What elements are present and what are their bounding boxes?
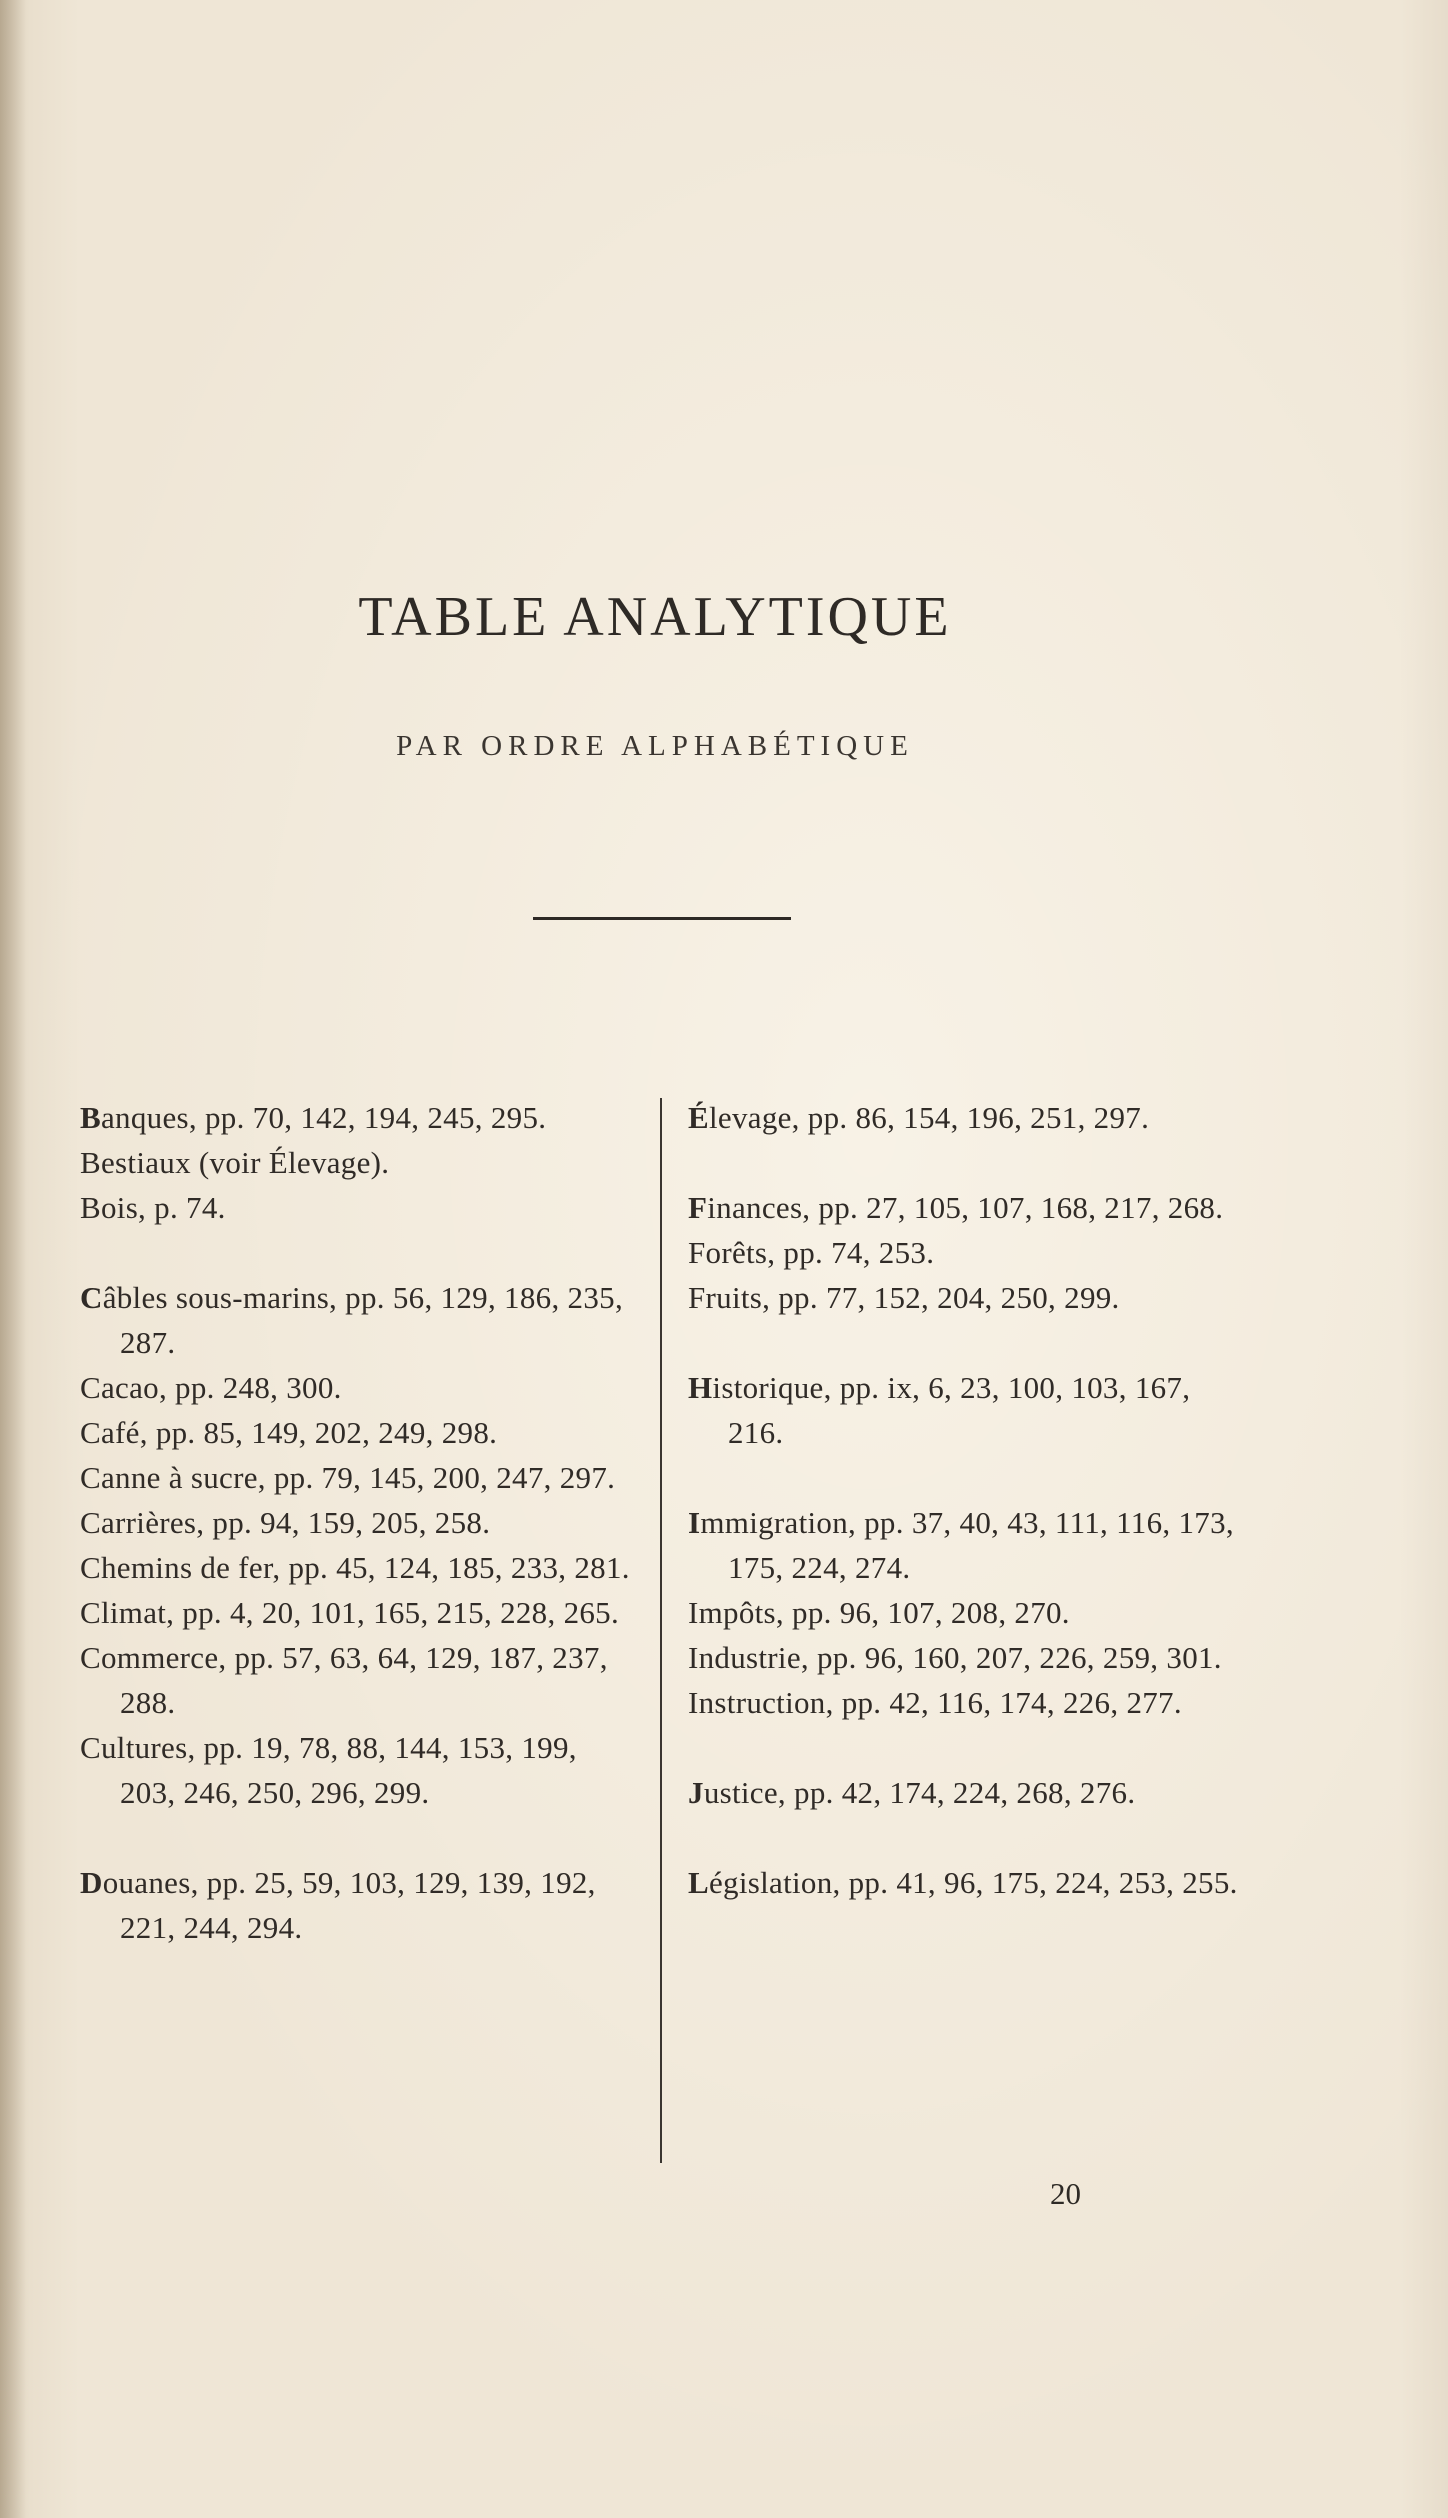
page-number: 20 bbox=[1050, 2176, 1081, 2211]
index-letter-initial: B bbox=[80, 1100, 101, 1135]
index-column-right bbox=[688, 1095, 1248, 1905]
index-entry bbox=[688, 1275, 1248, 1320]
index-letter-initial: C bbox=[80, 1280, 103, 1315]
entry-group-gap bbox=[80, 1230, 640, 1275]
index-letter-initial: F bbox=[688, 1190, 708, 1225]
index-entry bbox=[80, 1365, 640, 1410]
index-entry bbox=[80, 1590, 640, 1635]
index-entry-text: ouanes, pp. 25, 59, 103, 129, 139, 192, 221, 244, 294. bbox=[102, 1865, 596, 1945]
index-entry bbox=[80, 1635, 640, 1725]
spine-shadow bbox=[0, 0, 26, 2518]
entry-group-gap bbox=[688, 1815, 1248, 1860]
page-title: TABLE ANALYTIQUE bbox=[358, 586, 952, 648]
index-entry-text: Impôts, pp. 96, 107, 208, 270. bbox=[688, 1595, 1070, 1630]
entry-group-gap bbox=[688, 1455, 1248, 1500]
index-entry-text: Carrières, pp. 94, 159, 205, 258. bbox=[80, 1505, 491, 1540]
entry-group-gap bbox=[688, 1140, 1248, 1185]
index-entry bbox=[688, 1095, 1248, 1140]
index-entry bbox=[80, 1095, 640, 1140]
index-entry bbox=[688, 1500, 1248, 1590]
index-entry-text: Climat, pp. 4, 20, 101, 165, 215, 228, 265. bbox=[80, 1595, 620, 1630]
index-entry-text: anques, pp. 70, 142, 194, 245, 295. bbox=[100, 1100, 547, 1135]
title-rule bbox=[533, 917, 791, 920]
index-entry-text: Industrie, pp. 96, 160, 207, 226, 259, 301. bbox=[688, 1640, 1222, 1675]
index-entry bbox=[80, 1860, 640, 1950]
entry-group-gap bbox=[688, 1725, 1248, 1770]
index-entry bbox=[80, 1410, 640, 1455]
index-entry-text: inances, pp. 27, 105, 107, 168, 217, 268. bbox=[707, 1190, 1224, 1225]
index-entry-text: Forêts, pp. 74, 253. bbox=[688, 1235, 935, 1270]
index-entry-text: Instruction, pp. 42, 116, 174, 226, 277. bbox=[688, 1685, 1182, 1720]
index-entry-text: mmigration, pp. 37, 40, 43, 111, 116, 173, 175, 224, 274. bbox=[700, 1505, 1234, 1585]
index-letter-initial: D bbox=[80, 1865, 103, 1900]
index-entry-text: Cacao, pp. 248, 300. bbox=[80, 1370, 342, 1405]
index-entry bbox=[688, 1590, 1248, 1635]
index-entry bbox=[80, 1275, 640, 1365]
index-entry-text: Canne à sucre, pp. 79, 145, 200, 247, 297. bbox=[80, 1460, 616, 1495]
index-entry bbox=[80, 1455, 640, 1500]
index-entry bbox=[688, 1770, 1248, 1815]
index-entry bbox=[688, 1635, 1248, 1680]
index-entry bbox=[688, 1230, 1248, 1275]
index-entry-text: ustice, pp. 42, 174, 224, 268, 276. bbox=[703, 1775, 1136, 1810]
index-entry bbox=[80, 1500, 640, 1545]
index-entry-text: âbles sous-marins, pp. 56, 129, 186, 235, 287. bbox=[102, 1280, 624, 1360]
index-entry bbox=[80, 1140, 640, 1185]
index-entry-text: Chemins de fer, pp. 45, 124, 185, 233, 281. bbox=[80, 1550, 630, 1585]
column-divider bbox=[660, 1098, 662, 2163]
index-letter-initial: H bbox=[688, 1370, 713, 1405]
index-entry-text: Bois, p. 74. bbox=[80, 1190, 226, 1225]
index-column-left bbox=[80, 1095, 640, 1950]
index-entry bbox=[688, 1860, 1248, 1905]
index-entry-text: Bestiaux (voir Élevage). bbox=[80, 1145, 390, 1180]
index-letter-initial: É bbox=[688, 1100, 709, 1135]
index-entry-text: Fruits, pp. 77, 152, 204, 250, 299. bbox=[688, 1280, 1120, 1315]
index-letter-initial: L bbox=[688, 1865, 709, 1900]
index-entry bbox=[688, 1680, 1248, 1725]
index-letter-initial: J bbox=[688, 1775, 704, 1810]
index-entry-text: Café, pp. 85, 149, 202, 249, 298. bbox=[80, 1415, 498, 1450]
index-entry bbox=[80, 1545, 640, 1590]
index-entry-text: égislation, pp. 41, 96, 175, 224, 253, 255. bbox=[708, 1865, 1238, 1900]
index-entry bbox=[80, 1725, 640, 1815]
entry-group-gap bbox=[688, 1320, 1248, 1365]
page-subtitle: PAR ORDRE ALPHABÉTIQUE bbox=[396, 730, 914, 762]
entry-group-gap bbox=[80, 1815, 640, 1860]
index-entry bbox=[688, 1365, 1248, 1455]
index-entry-text: Cultures, pp. 19, 78, 88, 144, 153, 199, 203, 246, 250, 296, 299. bbox=[80, 1730, 577, 1810]
index-entry bbox=[80, 1185, 640, 1230]
index-entry-text: Commerce, pp. 57, 63, 64, 129, 187, 237, 288. bbox=[80, 1640, 608, 1720]
index-entry-text: istorique, pp. ix, 6, 23, 100, 103, 167, 216. bbox=[712, 1370, 1191, 1450]
index-letter-initial: I bbox=[688, 1505, 701, 1540]
index-entry-text: levage, pp. 86, 154, 196, 251, 297. bbox=[708, 1100, 1150, 1135]
index-entry bbox=[688, 1185, 1248, 1230]
